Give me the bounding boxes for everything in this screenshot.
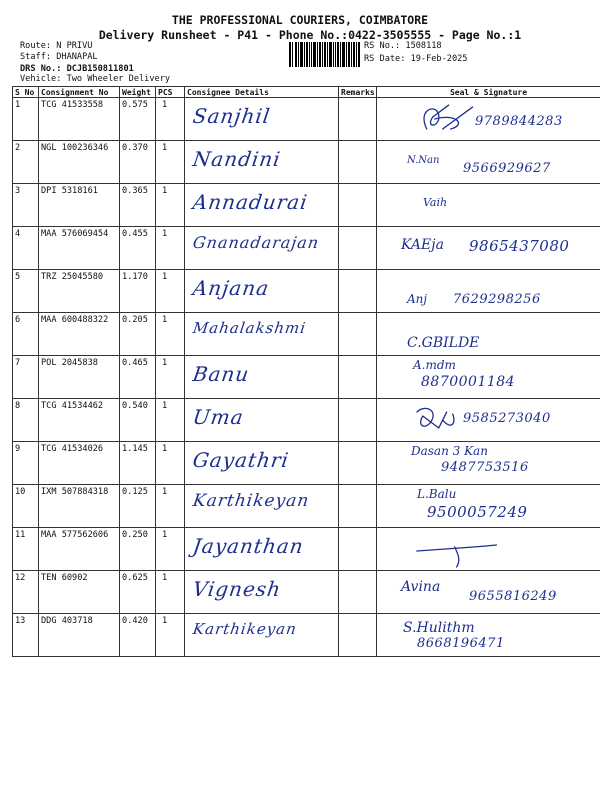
row-weight: 0.125 — [120, 485, 156, 528]
row-weight: 1.170 — [120, 270, 156, 313]
row-consignment: IXM 507884318 — [39, 485, 120, 528]
table-row — [13, 98, 600, 141]
row-consignment: TRZ 25045580 — [39, 270, 120, 313]
row-signature-cell — [377, 528, 600, 571]
col-header-consignment: Consignment No — [39, 87, 120, 98]
company-title: THE PROFESSIONAL COURIERS, COIMBATORE — [171, 13, 429, 27]
table-header-row — [13, 87, 600, 98]
row-remarks — [339, 442, 377, 485]
table-row — [13, 313, 600, 356]
row-weight: 1.145 — [120, 442, 156, 485]
signature-phone: 9566929627 — [463, 161, 551, 176]
consignee-handwriting: Karthikeyan — [191, 491, 311, 511]
row-consignment: POL 2045838 — [39, 356, 120, 399]
signature-note: KAEja — [401, 237, 444, 253]
signature-note: A.mdm — [413, 358, 456, 372]
row-sno: 12 — [13, 571, 39, 614]
col-header-weight: Weight — [120, 87, 156, 98]
col-header-pcs: PCS — [156, 87, 185, 98]
row-consignee-cell — [185, 356, 339, 399]
row-remarks — [339, 313, 377, 356]
row-consignee-cell — [185, 313, 339, 356]
table-row — [13, 184, 600, 227]
row-consignee-cell — [185, 227, 339, 270]
row-sno: 11 — [13, 528, 39, 571]
row-sno: 2 — [13, 141, 39, 184]
row-remarks — [339, 399, 377, 442]
row-weight: 0.250 — [120, 528, 156, 571]
signature-phone: 9655816249 — [469, 589, 557, 604]
rs-date: RS Date: 19-Feb-2025 — [364, 54, 468, 64]
row-pcs: 1 — [156, 227, 185, 270]
consignee-handwriting: Uma — [191, 405, 246, 429]
route-label: Route: N PRIVU — [20, 41, 93, 51]
row-consignment: TCG 41533558 — [39, 98, 120, 141]
row-remarks — [339, 614, 377, 657]
row-signature-cell — [377, 356, 600, 399]
row-pcs: 1 — [156, 528, 185, 571]
signature-phone: 9789844283 — [475, 114, 563, 129]
row-remarks — [339, 227, 377, 270]
signature-note: N.Nan — [407, 155, 440, 166]
row-remarks — [339, 184, 377, 227]
row-consignee-cell — [185, 184, 339, 227]
row-weight: 0.205 — [120, 313, 156, 356]
signature-note: S.Hulithm — [403, 620, 475, 636]
table-row — [13, 227, 600, 270]
row-sno: 7 — [13, 356, 39, 399]
row-signature-cell — [377, 614, 600, 657]
row-weight: 0.370 — [120, 141, 156, 184]
row-consignment: DPI 5318161 — [39, 184, 120, 227]
row-remarks — [339, 571, 377, 614]
row-weight: 0.575 — [120, 98, 156, 141]
row-consignment: TCG 41534026 — [39, 442, 120, 485]
row-signature-cell — [377, 227, 600, 270]
row-signature-cell — [377, 485, 600, 528]
row-signature-cell — [377, 399, 600, 442]
row-signature-cell — [377, 98, 600, 141]
row-pcs: 1 — [156, 399, 185, 442]
signature-scribble — [377, 528, 600, 570]
row-remarks — [339, 98, 377, 141]
consignee-handwriting: Sanjhil — [191, 104, 273, 128]
staff-label: Staff: DHANAPAL — [20, 52, 98, 62]
row-weight: 0.365 — [120, 184, 156, 227]
row-pcs: 1 — [156, 356, 185, 399]
row-pcs: 1 — [156, 571, 185, 614]
signature-note: Anj — [407, 292, 428, 306]
signature-phone: 8668196471 — [417, 636, 505, 651]
row-consignee-cell — [185, 399, 339, 442]
row-pcs: 1 — [156, 313, 185, 356]
consignee-handwriting: Mahalakshmi — [191, 319, 308, 337]
row-consignee-cell — [185, 98, 339, 141]
row-sno: 1 — [13, 98, 39, 141]
consignee-handwriting: Anjana — [191, 276, 271, 300]
consignee-handwriting: Gnanadarajan — [191, 233, 321, 252]
row-consignment: NGL 100236346 — [39, 141, 120, 184]
signature-phone: 9487753516 — [441, 460, 529, 475]
signature-phone: 9500057249 — [427, 503, 528, 521]
col-header-consignee: Consignee Details — [185, 87, 339, 98]
row-pcs: 1 — [156, 270, 185, 313]
row-weight: 0.420 — [120, 614, 156, 657]
row-consignee-cell — [185, 528, 339, 571]
row-signature-cell — [377, 313, 600, 356]
col-header-signature: Seal & Signature — [377, 87, 600, 98]
row-consignee-cell — [185, 485, 339, 528]
row-remarks — [339, 528, 377, 571]
row-signature-cell — [377, 270, 600, 313]
signature-note: Dasan 3 Kan — [411, 444, 488, 458]
row-remarks — [339, 485, 377, 528]
signature-phone: 9865437080 — [469, 237, 570, 255]
row-weight: 0.455 — [120, 227, 156, 270]
row-remarks — [339, 141, 377, 184]
signature-note: Avina — [401, 579, 441, 595]
row-consignee-cell — [185, 614, 339, 657]
row-remarks — [339, 270, 377, 313]
signature-note: C.GBILDE — [407, 335, 480, 351]
row-pcs: 1 — [156, 614, 185, 657]
table-row — [13, 442, 600, 485]
rs-number: RS No.: 1508118 — [364, 41, 442, 51]
drs-number: DRS No.: DCJB150811801 — [20, 64, 134, 74]
vehicle-label: Vehicle: Two Wheeler Delivery — [20, 74, 171, 84]
row-weight: 0.465 — [120, 356, 156, 399]
col-header-remarks: Remarks — [339, 87, 377, 98]
row-sno: 9 — [13, 442, 39, 485]
row-consignment: MAA 577562606 — [39, 528, 120, 571]
consignee-handwriting: Vignesh — [191, 577, 283, 601]
table-row — [13, 571, 600, 614]
row-consignment: TCG 41534462 — [39, 399, 120, 442]
row-sno: 6 — [13, 313, 39, 356]
row-pcs: 1 — [156, 485, 185, 528]
consignee-handwriting: Jayanthan — [191, 534, 306, 558]
row-sno: 10 — [13, 485, 39, 528]
row-consignee-cell — [185, 141, 339, 184]
runsheet-subtitle: Delivery Runsheet - P41 - Phone No.:0422-3505555 - Page No.:1 — [98, 28, 522, 42]
consignee-handwriting: Banu — [191, 362, 252, 386]
row-signature-cell — [377, 571, 600, 614]
row-weight: 0.625 — [120, 571, 156, 614]
table-row — [13, 356, 600, 399]
signature-phone: 8870001184 — [421, 374, 516, 390]
row-pcs: 1 — [156, 98, 185, 141]
consignee-handwriting: Gayathri — [191, 448, 291, 472]
row-signature-cell — [377, 184, 600, 227]
signature-phone: 9585273040 — [463, 411, 551, 426]
row-pcs: 1 — [156, 442, 185, 485]
row-signature-cell — [377, 442, 600, 485]
table-row — [13, 485, 600, 528]
signature-note: Vaih — [423, 196, 448, 209]
row-sno: 13 — [13, 614, 39, 657]
row-remarks — [339, 356, 377, 399]
table-row — [13, 141, 600, 184]
table-row — [13, 399, 600, 442]
consignee-handwriting: Annadurai — [191, 190, 310, 214]
row-signature-cell — [377, 141, 600, 184]
table-row — [13, 270, 600, 313]
row-consignment: MAA 576069454 — [39, 227, 120, 270]
row-consignment: TEN 60902 — [39, 571, 120, 614]
row-weight: 0.540 — [120, 399, 156, 442]
signature-phone: 7629298256 — [453, 292, 541, 307]
table-row — [13, 614, 600, 657]
row-consignment: MAA 600488322 — [39, 313, 120, 356]
col-header-sno: S No — [13, 87, 39, 98]
runsheet-table — [12, 86, 600, 657]
row-sno: 5 — [13, 270, 39, 313]
row-consignee-cell — [185, 442, 339, 485]
row-sno: 3 — [13, 184, 39, 227]
row-sno: 4 — [13, 227, 39, 270]
row-consignee-cell — [185, 270, 339, 313]
row-consignee-cell — [185, 571, 339, 614]
row-sno: 8 — [13, 399, 39, 442]
barcode — [289, 42, 360, 67]
row-pcs: 1 — [156, 184, 185, 227]
row-pcs: 1 — [156, 141, 185, 184]
row-consignment: DDG 403718 — [39, 614, 120, 657]
consignee-handwriting: Karthikeyan — [191, 620, 299, 638]
table-row — [13, 528, 600, 571]
signature-note: L.Balu — [417, 487, 457, 501]
consignee-handwriting: Nandini — [191, 147, 283, 171]
